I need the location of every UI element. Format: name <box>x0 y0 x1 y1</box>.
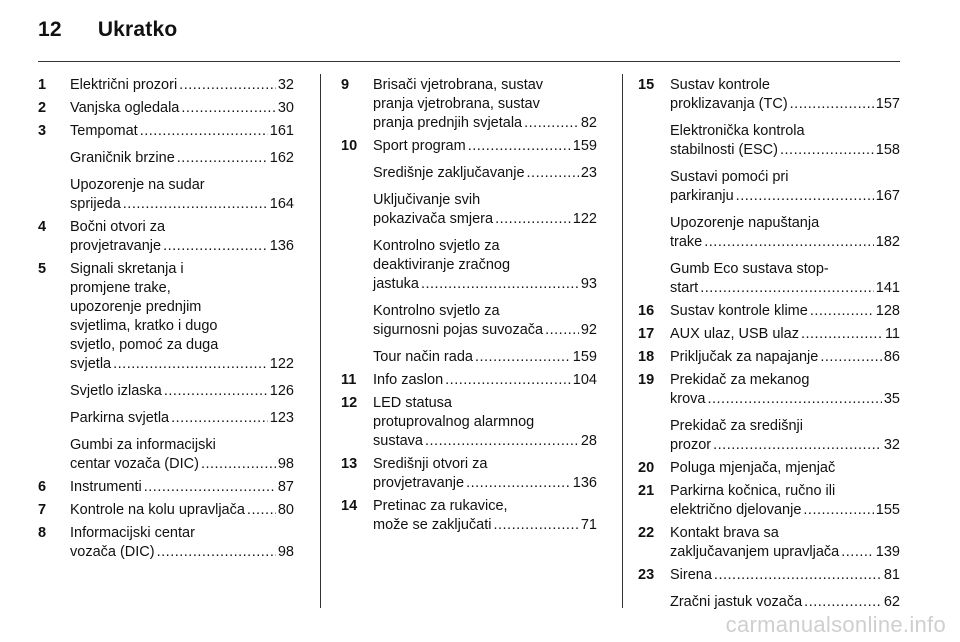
entry-text: Informacijski centar <box>70 525 195 541</box>
leader-dots <box>495 210 571 229</box>
leader-dots <box>466 474 571 493</box>
index-entry <box>38 478 294 497</box>
page-reference[interactable]: 139 <box>875 544 900 560</box>
watermark: carmanualsonline.info <box>725 612 946 637</box>
entry-last-line <box>670 325 900 344</box>
page-reference[interactable]: 123 <box>269 410 294 426</box>
entry-last-line <box>670 436 900 455</box>
entry-last-line <box>670 233 900 252</box>
entry-number: 21 <box>638 483 655 499</box>
page-reference[interactable]: 122 <box>269 356 294 372</box>
leader-dots <box>247 501 276 520</box>
entry-text: provjetravanje <box>373 475 465 491</box>
entry-last-line <box>373 474 597 493</box>
entry-text: AUX ulaz, USB ulaz <box>670 326 799 342</box>
leader-dots <box>425 432 579 451</box>
index-column-1 <box>38 76 294 566</box>
column-divider <box>622 74 623 608</box>
entry-number: 9 <box>341 77 350 93</box>
leader-dots <box>157 543 276 562</box>
entry-last-line <box>70 543 294 562</box>
entry-last-line <box>373 164 597 183</box>
entry-last-line <box>670 348 900 367</box>
index-entry <box>38 176 294 214</box>
index-entry <box>638 593 900 612</box>
index-entry <box>38 409 294 428</box>
entry-text: Električni prozori <box>70 77 178 93</box>
index-entry <box>38 524 294 562</box>
entry-text: parkiranju <box>670 188 734 204</box>
page-reference[interactable]: 98 <box>277 456 294 472</box>
entry-last-line <box>670 501 900 520</box>
index-entry <box>638 566 900 585</box>
header-rule <box>38 61 900 62</box>
entry-number: 16 <box>638 303 655 319</box>
entry-last-line <box>373 348 597 367</box>
entry-text: električno djelovanje <box>670 502 802 518</box>
entry-last-line <box>670 95 900 114</box>
entry-text: Elektronička kontrola <box>670 123 805 139</box>
leader-dots <box>527 164 579 183</box>
page-reference[interactable]: 30 <box>277 100 294 116</box>
page-reference[interactable]: 81 <box>883 567 900 583</box>
entry-text: proklizavanja (TC) <box>670 96 788 112</box>
entry-text: Tempomat <box>70 123 138 139</box>
entry-text: Kontrolno svjetlo za <box>373 303 500 319</box>
entry-text: prozor <box>670 437 712 453</box>
entry-text: Središnji otvori za <box>373 456 488 472</box>
entry-text: stabilnosti (ESC) <box>670 142 778 158</box>
index-entry <box>341 137 597 156</box>
entry-last-line <box>373 114 597 133</box>
entry-text: protuprovalnog alarmnog <box>373 414 535 430</box>
entry-text: Signali skretanja i <box>70 261 184 277</box>
entry-last-line <box>670 279 900 298</box>
page-reference[interactable]: 159 <box>572 138 597 154</box>
leader-dots <box>736 187 874 206</box>
entry-number: 8 <box>38 525 47 541</box>
entry-text: Instrumenti <box>70 479 142 495</box>
entry-text: sprijeda <box>70 196 121 212</box>
entry-number: 3 <box>38 123 47 139</box>
entry-last-line <box>670 390 900 409</box>
index-entry <box>638 325 900 344</box>
page-title: Ukratko <box>97 18 178 41</box>
entry-last-line <box>70 355 294 374</box>
index-column-2 <box>341 76 597 539</box>
leader-dots <box>181 99 275 118</box>
leader-dots <box>113 355 268 374</box>
entry-last-line <box>70 149 294 168</box>
leader-dots <box>804 593 882 612</box>
page-reference[interactable]: 164 <box>269 196 294 212</box>
leader-dots <box>790 95 874 114</box>
page-reference[interactable]: 162 <box>269 150 294 166</box>
entry-text: Parkirna kočnica, ručno ili <box>670 483 836 499</box>
index-entry <box>38 122 294 141</box>
leader-dots <box>707 390 881 409</box>
index-entry <box>341 76 597 133</box>
entry-text: Parkirna svjetla <box>70 410 170 426</box>
page-reference[interactable]: 167 <box>875 188 900 204</box>
entry-last-line <box>70 237 294 256</box>
entry-text: deaktiviranje zračnog <box>373 257 511 273</box>
index-entry <box>38 501 294 520</box>
leader-dots <box>713 436 882 455</box>
page-reference[interactable]: 28 <box>580 433 597 449</box>
entry-last-line <box>373 371 597 390</box>
index-entry <box>341 191 597 229</box>
page-reference[interactable]: 159 <box>572 349 597 365</box>
entry-last-line <box>373 432 597 451</box>
index-entry <box>638 348 900 367</box>
entry-last-line <box>70 122 294 141</box>
leader-dots <box>144 478 276 497</box>
page-reference[interactable]: 86 <box>883 349 900 365</box>
leader-dots <box>468 137 571 156</box>
leader-dots <box>524 114 579 133</box>
page-reference[interactable]: 157 <box>875 96 900 112</box>
entry-text: upozorenje prednjim <box>70 299 202 315</box>
entry-last-line <box>373 137 597 156</box>
leader-dots <box>123 195 268 214</box>
entry-text: Zračni jastuk vozača <box>670 594 803 610</box>
entry-last-line <box>670 302 900 321</box>
entry-number: 1 <box>38 77 47 93</box>
leader-dots <box>780 141 874 160</box>
leader-dots <box>810 302 874 321</box>
entry-text: promjene trake, <box>70 280 171 296</box>
entry-text: sustava <box>373 433 423 449</box>
page-reference[interactable]: 126 <box>269 383 294 399</box>
entry-number: 13 <box>341 456 358 472</box>
entry-number: 19 <box>638 372 655 388</box>
leader-dots <box>820 348 882 367</box>
entry-number: 2 <box>38 100 47 116</box>
leader-dots <box>801 325 883 344</box>
page-reference[interactable]: 23 <box>580 165 597 181</box>
entry-text: svjetla <box>70 356 112 372</box>
index-entry <box>341 164 597 183</box>
index-entry <box>638 482 900 520</box>
entry-text: Kontrole na kolu upravljača <box>70 502 245 518</box>
entry-text: centar vozača (DIC) <box>70 456 199 472</box>
entry-text: Kontakt brava sa <box>670 525 779 541</box>
entry-number: 10 <box>341 138 358 154</box>
entry-last-line <box>670 543 900 562</box>
entry-number: 11 <box>341 372 357 388</box>
page-reference[interactable]: 128 <box>875 303 900 319</box>
page-reference[interactable]: 93 <box>580 276 597 292</box>
entry-text: Vanjska ogledala <box>70 100 180 116</box>
entry-text: krova <box>670 391 706 407</box>
index-entry <box>38 99 294 118</box>
entry-text: Gumbi za informacijski <box>70 437 216 453</box>
column-divider <box>320 74 321 608</box>
page-reference[interactable]: 32 <box>883 437 900 453</box>
leader-dots <box>140 122 268 141</box>
index-entry <box>38 436 294 474</box>
entry-last-line <box>70 501 294 520</box>
page-reference[interactable]: 35 <box>883 391 900 407</box>
entry-text: Sirena <box>670 567 712 583</box>
index-column-3 <box>638 76 900 616</box>
entry-text: zaključavanjem upravljača <box>670 544 840 560</box>
index-entry <box>638 76 900 114</box>
entry-text: Kontrolno svjetlo za <box>373 238 500 254</box>
entry-number: 22 <box>638 525 655 541</box>
entry-text: Tour način rada <box>373 349 473 365</box>
entry-text: vozača (DIC) <box>70 544 155 560</box>
entry-number: 14 <box>341 498 358 514</box>
entry-text: Sustav kontrole <box>670 77 770 93</box>
entry-text: Priključak za napajanje <box>670 349 819 365</box>
index-entry <box>638 214 900 252</box>
entry-number: 7 <box>38 502 47 518</box>
entry-last-line <box>670 566 900 585</box>
entry-number: 12 <box>341 395 358 411</box>
leader-dots <box>803 501 873 520</box>
index-entry <box>341 394 597 451</box>
entry-text: Sustavi pomoći pri <box>670 169 789 185</box>
page-reference[interactable]: 80 <box>277 502 294 518</box>
entry-text: Poluga mjenjača, mjenjač <box>670 460 836 476</box>
entry-text: sigurnosni pojas suvozača <box>373 322 544 338</box>
entry-text: Gumb Eco sustava stop- <box>670 261 829 277</box>
entry-text: jastuka <box>373 276 419 292</box>
entry-text: Info zaslon <box>373 372 444 388</box>
entry-text: Uključivanje svih <box>373 192 481 208</box>
entry-text: Prekidač za mekanog <box>670 372 810 388</box>
entry-text: pranja prednjih svjetala <box>373 115 523 131</box>
entry-text: Središnje zaključavanje <box>373 165 525 181</box>
page-reference[interactable]: 11 <box>884 326 900 342</box>
entry-last-line <box>670 593 900 612</box>
entry-number: 17 <box>638 326 655 342</box>
index-entry <box>638 371 900 409</box>
entry-number: 18 <box>638 349 655 365</box>
entry-last-line <box>373 516 597 535</box>
leader-dots <box>493 516 578 535</box>
entry-last-line <box>70 99 294 118</box>
index-entry <box>341 302 597 340</box>
page-reference[interactable]: 104 <box>572 372 597 388</box>
leader-dots <box>201 455 276 474</box>
entry-text: Sport program <box>373 138 466 154</box>
index-entry <box>38 382 294 401</box>
entry-number: 5 <box>38 261 47 277</box>
page-reference[interactable]: 71 <box>580 517 597 533</box>
entry-number: 4 <box>38 219 47 235</box>
entry-last-line <box>670 459 900 478</box>
entry-last-line <box>373 210 597 229</box>
entry-text: Brisači vjetrobrana, sustav <box>373 77 544 93</box>
page-header <box>38 18 177 42</box>
entry-number: 15 <box>638 77 655 93</box>
page-reference[interactable]: 92 <box>580 322 597 338</box>
leader-dots <box>475 348 571 367</box>
page-reference[interactable]: 182 <box>875 234 900 250</box>
index-entry <box>638 302 900 321</box>
leader-dots <box>841 543 874 562</box>
index-entry <box>38 76 294 95</box>
entry-last-line <box>70 409 294 428</box>
entry-last-line <box>70 195 294 214</box>
leader-dots <box>421 275 579 294</box>
entry-last-line <box>70 382 294 401</box>
page-reference[interactable]: 136 <box>572 475 597 491</box>
page-reference[interactable]: 32 <box>277 77 294 93</box>
entry-text: Prekidač za središnji <box>670 418 803 434</box>
entry-last-line <box>670 141 900 160</box>
entry-text: pranja vjetrobrana, sustav <box>373 96 540 112</box>
entry-number: 6 <box>38 479 47 495</box>
entry-text: Upozorenje na sudar <box>70 177 205 193</box>
entry-last-line <box>70 478 294 497</box>
entry-text: trake <box>670 234 703 250</box>
leader-dots <box>704 233 874 252</box>
index-entry <box>638 122 900 160</box>
page-reference[interactable]: 136 <box>269 238 294 254</box>
index-entry <box>38 260 294 374</box>
entry-text: može se zaključati <box>373 517 492 533</box>
leader-dots <box>163 237 268 256</box>
index-entry <box>341 497 597 535</box>
entry-last-line <box>373 321 597 340</box>
page-reference[interactable]: 82 <box>580 115 597 131</box>
entry-text: Graničnik brzine <box>70 150 175 166</box>
entry-number: 20 <box>638 460 655 476</box>
entry-text: svjetlima, kratko i dugo <box>70 318 218 334</box>
leader-dots <box>171 409 268 428</box>
entry-text: Pretinac za rukavice, <box>373 498 508 514</box>
leader-dots <box>177 149 268 168</box>
leader-dots <box>164 382 268 401</box>
index-entry <box>638 417 900 455</box>
entry-text: provjetravanje <box>70 238 162 254</box>
index-entry <box>341 455 597 493</box>
page-reference[interactable]: 122 <box>572 211 597 227</box>
page-reference[interactable]: 161 <box>269 123 294 139</box>
page-reference[interactable]: 98 <box>277 544 294 560</box>
index-entry <box>341 371 597 390</box>
entry-text: Svjetlo izlaska <box>70 383 162 399</box>
entry-text: pokazivača smjera <box>373 211 494 227</box>
leader-dots <box>700 279 874 298</box>
index-entry <box>638 459 900 478</box>
entry-text: svjetlo, pomoć za duga <box>70 337 219 353</box>
leader-dots <box>714 566 882 585</box>
leader-dots <box>545 321 579 340</box>
index-entry <box>38 218 294 256</box>
entry-text: start <box>670 280 699 296</box>
page-reference[interactable]: 141 <box>875 280 900 296</box>
entry-last-line <box>70 455 294 474</box>
leader-dots <box>445 371 571 390</box>
entry-text: LED statusa <box>373 395 452 411</box>
index-entry <box>341 348 597 367</box>
page-reference[interactable]: 155 <box>875 502 900 518</box>
page-reference[interactable]: 158 <box>875 142 900 158</box>
page-number: 12 <box>38 18 62 41</box>
entry-number: 23 <box>638 567 655 583</box>
entry-text: Upozorenje napuštanja <box>670 215 820 231</box>
entry-last-line <box>70 76 294 95</box>
index-entry <box>638 260 900 298</box>
index-entry <box>638 524 900 562</box>
entry-text: Sustav kontrole klime <box>670 303 808 319</box>
leader-dots <box>179 76 276 95</box>
entry-text: Bočni otvori za <box>70 219 166 235</box>
index-entry <box>38 149 294 168</box>
entry-last-line <box>670 187 900 206</box>
entry-last-line <box>373 275 597 294</box>
page-reference[interactable]: 87 <box>277 479 294 495</box>
index-entry <box>638 168 900 206</box>
index-entry <box>341 237 597 294</box>
page-reference[interactable]: 62 <box>883 594 900 610</box>
